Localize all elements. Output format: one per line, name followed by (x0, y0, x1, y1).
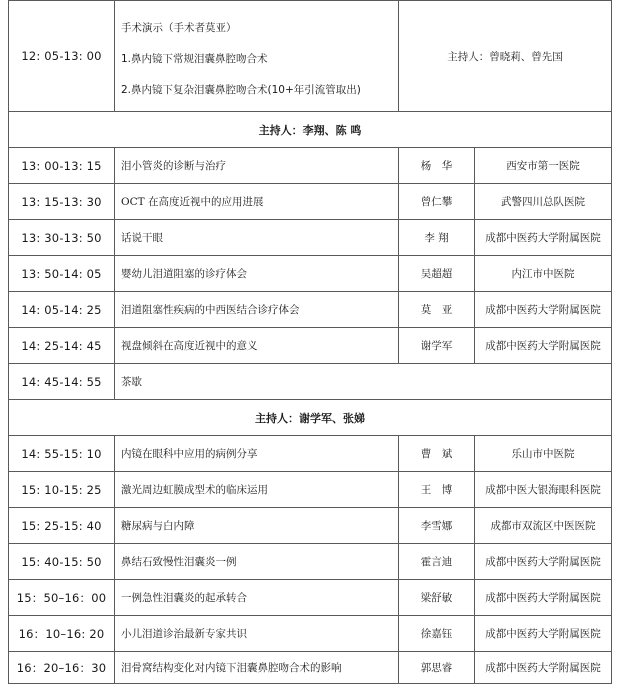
unit-cell: 成都中医药大学附属医院 (475, 328, 612, 364)
demo-item-2: 2.鼻内镜下复杂泪囊鼻腔吻合术(10+年引流管取出) (121, 84, 361, 96)
time-cell: 14: 55-15: 10 (9, 436, 115, 472)
topic-cell: OCT 在高度近视中的应用进展 (115, 184, 399, 220)
unit-cell: 成都市双流区中医医院 (475, 508, 612, 544)
time-cell: 14: 25-14: 45 (9, 328, 115, 364)
unit-cell: 西安市第一医院 (475, 148, 612, 184)
schedule-table (8, 0, 612, 684)
unit-cell: 成都中医药大学附属医院 (475, 616, 612, 652)
unit-cell: 成都中医药大学附属医院 (475, 292, 612, 328)
topic-cell: 糖尿病与白内障 (115, 508, 399, 544)
time-cell: 13: 00-13: 15 (9, 148, 115, 184)
table-row (9, 544, 612, 580)
section-header-row (9, 112, 612, 148)
topic-cell: 小儿泪道诊治最新专家共识 (115, 616, 399, 652)
topic-cell: 泪骨窝结构变化对内镜下泪囊鼻腔吻合术的影响 (115, 652, 399, 684)
time-cell: 16：20–16：30 (9, 652, 115, 684)
table-row (9, 436, 612, 472)
table-row (9, 580, 612, 616)
time-cell: 15: 25-15: 40 (9, 508, 115, 544)
speaker-cell: 李 翔 (399, 220, 475, 256)
topic-cell: 激光周边虹膜成型术的临床运用 (115, 472, 399, 508)
table-row (9, 256, 612, 292)
topic-cell: 一例急性泪囊炎的起承转合 (115, 580, 399, 616)
surgery-demo-row (9, 1, 612, 112)
table-row (9, 652, 612, 684)
speaker-cell: 杨 华 (399, 148, 475, 184)
speaker-cell: 吴超超 (399, 256, 475, 292)
unit-cell: 成都中医药大学附属医院 (475, 220, 612, 256)
table-row (9, 472, 612, 508)
time-cell: 15: 40-15: 50 (9, 544, 115, 580)
topic-cell: 视盘倾斜在高度近视中的意义 (115, 328, 399, 364)
break-label: 茶歇 (115, 364, 612, 400)
unit-cell: 成都中医药大学附属医院 (475, 544, 612, 580)
time-cell: 13: 30-13: 50 (9, 220, 115, 256)
table-row (9, 616, 612, 652)
unit-cell: 成都中医药大学附属医院 (475, 652, 612, 684)
speaker-cell: 曾仁攀 (399, 184, 475, 220)
topic-cell: 泪小管炎的诊断与治疗 (115, 148, 399, 184)
table-row (9, 508, 612, 544)
unit-cell: 成都中医大银海眼科医院 (475, 472, 612, 508)
speaker-cell: 谢学军 (399, 328, 475, 364)
topic-cell: 婴幼儿泪道阻塞的诊疗体会 (115, 256, 399, 292)
demo-host-cell: 主持人：曾晓莉、曾先国 (399, 1, 612, 112)
time-cell: 13: 15-13: 30 (9, 184, 115, 220)
topic-cell: 内镜在眼科中应用的病例分享 (115, 436, 399, 472)
speaker-cell: 莫 亚 (399, 292, 475, 328)
speaker-cell: 徐嘉钰 (399, 616, 475, 652)
unit-cell: 武警四川总队医院 (475, 184, 612, 220)
unit-cell: 内江市中医院 (475, 256, 612, 292)
demo-topics-cell (115, 1, 399, 112)
table-row (9, 328, 612, 364)
time-cell: 16：10–16: 20 (9, 616, 115, 652)
speaker-cell: 王 博 (399, 472, 475, 508)
time-cell: 15: 10-15: 25 (9, 472, 115, 508)
unit-cell: 乐山市中医院 (475, 436, 612, 472)
section-header-row (9, 400, 612, 436)
speaker-cell: 郭思睿 (399, 652, 475, 684)
topic-cell: 泪道阻塞性疾病的中西医结合诊疗体会 (115, 292, 399, 328)
time-cell: 12: 05-13: 00 (9, 1, 115, 112)
speaker-cell: 李雪娜 (399, 508, 475, 544)
demo-title: 手术演示（手术者莫亚） (121, 22, 237, 34)
speaker-cell: 梁舒敏 (399, 580, 475, 616)
time-cell: 14: 05-14: 25 (9, 292, 115, 328)
table-row (9, 148, 612, 184)
topic-cell: 鼻结石致慢性泪囊炎一例 (115, 544, 399, 580)
time-cell: 14: 45-14: 55 (9, 364, 115, 400)
speaker-cell: 霍言迪 (399, 544, 475, 580)
section-host-1: 主持人：李翔、陈 鸣 (9, 112, 612, 148)
table-row (9, 292, 612, 328)
section-host-2: 主持人：谢学军、张娣 (9, 400, 612, 436)
time-cell: 15：50–16：00 (9, 580, 115, 616)
speaker-cell: 曹 斌 (399, 436, 475, 472)
break-row (9, 364, 612, 400)
table-row (9, 184, 612, 220)
time-cell: 13: 50-14: 05 (9, 256, 115, 292)
unit-cell: 成都中医药大学附属医院 (475, 580, 612, 616)
table-row (9, 220, 612, 256)
demo-item-1: 1.鼻内镜下常规泪囊鼻腔吻合术 (121, 53, 268, 65)
topic-cell: 话说干眼 (115, 220, 399, 256)
